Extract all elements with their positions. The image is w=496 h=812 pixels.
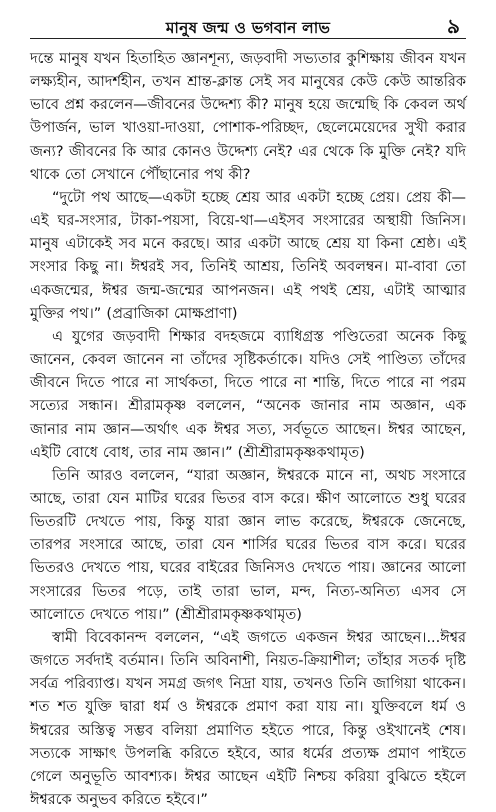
paragraph-1: দন্তে মানুষ যখন হিতাহিত জ্ঞানশূন্য, জড়বাদী সভ্যতার কুশিক্ষায় জীবন যখন লক্ষ্যহীন, আদর্শহীন, তখন শ্রান্ত-ক্লান্ত সেই সব মানুষের কেউ কেউ আন্তরিক ভাবে প্রশ্ন করলেন—জীবনের উদ্দেশ্য কী? মানুষ হয়ে জন্মেছি কি কেবল অর্থ উপার্জন, ভাল খাওয়া-দাওয়া, পোশাক-পরিচ্ছদ, ছেলেমেয়েদের সুখী করার জন্য? জীবনের কি আর কোনও উদ্দেশ্য নেই? এর থেকে কি মুক্তি নেই? যদি থাকে তো সেখানে পৌঁছানোর পথ কী? [30, 51, 466, 183]
paragraph-4: তিনি আরও বললেন, “যারা অজ্ঞান, ঈশ্বরকে মানে না, অথচ সংসারে আছে, তারা যেন মাটির ঘরের ভিতর বাস করে। ক্ষীণ আলোতে শুধু ঘরের ভিতরটি দেখতে পায়, কিন্তু যারা জ্ঞান লাভ করেছে, ঈশ্বরকে জেনেছে, তারপর সংসারে আছে, তারা যেন শার্সির ঘরের ভিতর বাস করে। ঘরের ভিতরও দেখতে পায়, ঘরের বাইরের জিনিসও দেখতে পায়। জ্ঞানের আলো সংসারের ভিতর পড়ে, তাই তারা ভাল, মন্দ, নিত্য-অনিত্য এসব সে আলোতে দেখতে পায়।” (শ্রীশ্রীরামকৃষ্ণকথামৃত) [30, 467, 466, 623]
page-body [30, 48, 466, 812]
header-rule [30, 38, 466, 39]
paragraph-2-quote: “দুটো পথ আছে—একটা হচ্ছে শ্রেয় আর একটা হচ্ছে প্রেয়। প্রেয় কী—এই ঘর-সংসার, টাকা-পয়সা, বিয়ে-থা—এইসব সংসারের অস্থায়ী জিনিস। মানুষ এটাকেই সব মনে করছে। আর একটা আছে শ্রেয় যা কিনা শ্রেষ্ঠ। এই সংসার কিছু না। ঈশ্বরই সব, তিনিই আশ্রয়, তিনিই অবলম্বন। মা-বাবা তো একজন্মের, ঈশ্বর জন্ম-জন্মের আপনজন। এই পথই শ্রেয়, এটাই আত্মার মুক্তির পথ।” (প্রব্রাজিকা মোক্ষপ্রাণা) [30, 189, 466, 322]
page-number: ৯ [447, 14, 460, 38]
running-title: মানুষ জন্ম ও ভগবান লাভ [165, 19, 331, 37]
paragraph-3: এ যুগের জড়বাদী শিক্ষার বদহজমে ব্যাধিগ্রস্ত পণ্ডিতেরা অনেক কিছু জানেন, কেবল জানেন না তাঁদের সৃষ্টিকর্তাকে। যদিও সেই পাণ্ডিত্য তাঁদের জীবনে দিতে পারে না সার্থকতা, দিতে পারে না শান্তি, দিতে পারে না পরম সত্যের সন্ধান। শ্রীরামকৃষ্ণ বললেন, “অনেক জানার নাম অজ্ঞান, এক জানার নাম জ্ঞান—অর্থাৎ এক ঈশ্বর সত্য, সর্বভূতে আছেন। ঈশ্বর আছেন, এইটি বোধে বোধ, তার নাম জ্ঞান।” (শ্রীশ্রীরামকৃষ্ণকথামৃত) [30, 328, 466, 461]
page-header [30, 8, 466, 38]
paragraph-5: স্বামী বিবেকানন্দ বললেন, “এই জগতে একজন ঈশ্বর আছেন।...ঈশ্বর জগতে সর্বদাই বর্তমান। তিনি অবিনাশী, নিয়ত-ক্রিয়াশীল; তাঁহার সতর্ক দৃষ্টি সর্বত্র পরিব্যাপ্ত। যখন সমগ্র জগৎ নিদ্রা যায়, তখনও তিনি জাগিয়া থাকেন। শত শত যুক্তি দ্বারা ধর্ম ও ঈশ্বরকে প্রমাণ করা যায় না। যুক্তিবলে ধর্ম ও ঈশ্বরের অস্তিত্ব সম্ভব বলিয়া প্রমাণিত হইতে পারে, কিন্তু ওইখানেই শেষ। সত্যকে সাক্ষাৎ উপলব্ধি করিতে হইবে, আর ধর্মের প্রত্যক্ষ প্রমাণ পাইতে গেলে অনুভূতি আবশ্যক। ঈশ্বর আছেন এইটি নিশ্চয় করিয়া বুঝিতে হইলে ঈশ্বরকে অনুভব করিতে হইবে।” [30, 629, 466, 808]
